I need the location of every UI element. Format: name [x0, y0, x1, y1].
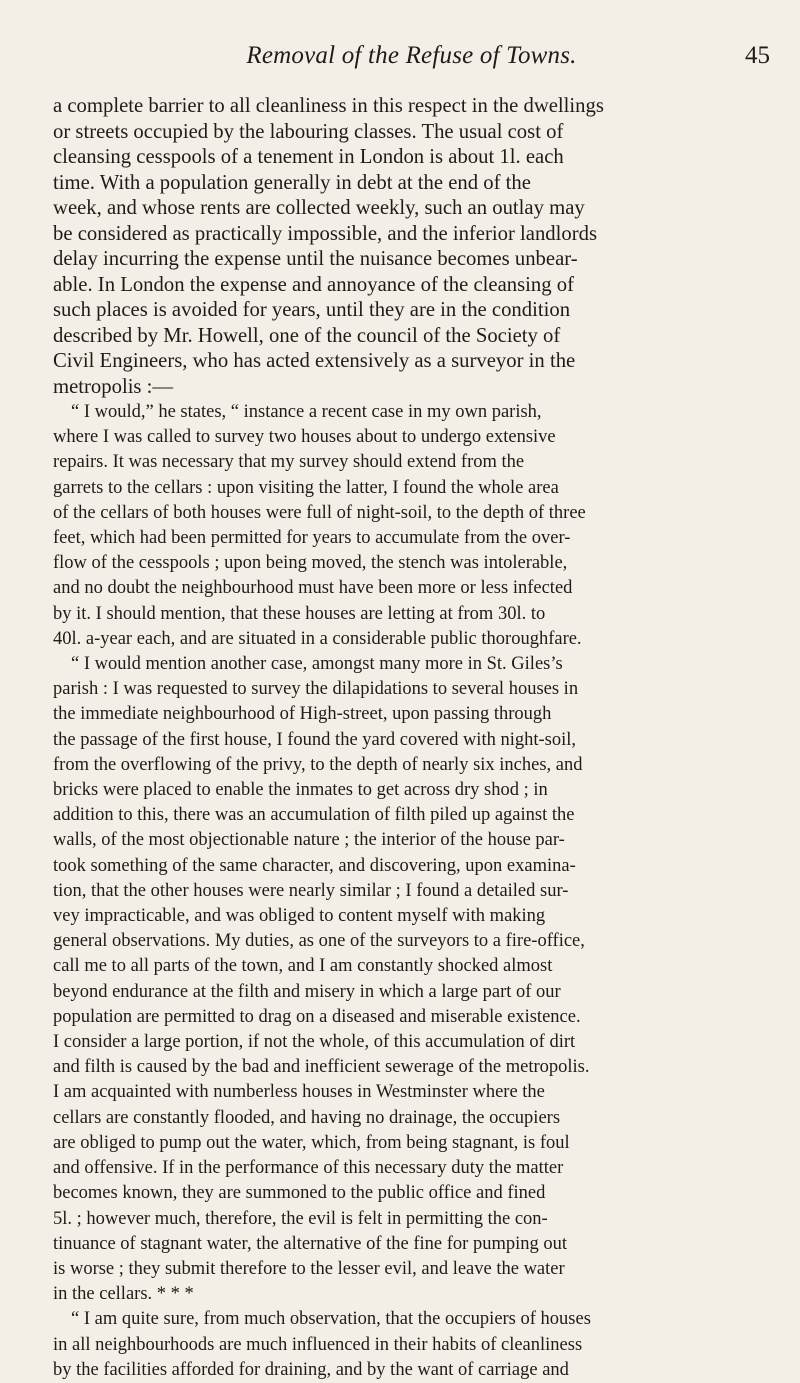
text-line: a complete barrier to all cleanliness in this respect in the dwellings [53, 95, 604, 117]
text-line: are obliged to pump out the water, which, from being stagnant, is foul [53, 1132, 570, 1153]
text-line: the passage of the first house, I found the yard covered with night-soil, [53, 729, 577, 750]
text-line: general observations. My duties, as one of the surveyors to a fire-office, [53, 931, 585, 952]
text-line: garrets to the cellars : upon visiting the latter, I found the whole area [53, 477, 559, 498]
text-line: “ I am quite sure, from much observation, that the occupiers of houses [71, 1309, 591, 1330]
text-line: of the cellars of both houses were full of night-soil, to the depth of three [53, 502, 586, 523]
text-line: addition to this, there was an accumulation of filth piled up against the [53, 805, 575, 826]
text-line: 40l. a-year each, and are situated in a considerable public thoroughfare. [53, 628, 582, 649]
text-line: 5l. ; however much, therefore, the evil is felt in permitting the con- [53, 1208, 548, 1229]
paragraph [53, 1307, 770, 1383]
text-line: such places is avoided for years, until they are in the condition [53, 299, 571, 321]
paragraph [53, 94, 770, 400]
text-line: cellars are constantly flooded, and having no drainage, the occupiers [53, 1107, 561, 1128]
text-line: by the facilities afforded for draining, and by the want of carriage and [53, 1359, 569, 1380]
text-line: call me to all parts of the town, and I am constantly shocked almost [53, 956, 553, 977]
text-line: by it. I should mention, that these houses are letting at from 30l. to [53, 603, 546, 624]
text-line: parish : I was requested to survey the dilapidations to several houses in [53, 679, 579, 700]
text-line: tion, that the other houses were nearly similar ; I found a detailed sur- [53, 880, 569, 901]
page-number: 45 [745, 42, 770, 69]
text-line: metropolis :— [53, 375, 174, 398]
text-line: feet, which had been permitted for years to accumulate from the over- [53, 528, 571, 549]
text-line: time. With a population generally in debt at the end of the [53, 171, 531, 194]
text-line: and offensive. If in the performance of this necessary duty the matter [53, 1158, 564, 1179]
text-line: cleansing cesspools of a tenement in London is about 1l. each [53, 146, 564, 168]
book-page [53, 40, 770, 1383]
text-line: repairs. It was necessary that my survey should extend from the [53, 452, 525, 473]
running-header [53, 40, 770, 80]
text-line: delay incurring the expense until the nuisance becomes unbear- [53, 248, 578, 270]
running-title: Removal of the Refuse of Towns. [246, 42, 577, 69]
body-text [53, 94, 770, 1383]
text-line: week, and whose rents are collected weekly, such an outlay may [53, 197, 585, 219]
text-line: vey impracticable, and was obliged to content myself with making [53, 906, 546, 927]
text-line: be considered as practically impossible, and the inferior landlords [53, 222, 598, 245]
text-line: in all neighbourhoods are much influenced in their habits of cleanliness [53, 1334, 583, 1355]
text-line: or streets occupied by the labouring classes. The usual cost of [53, 120, 564, 143]
text-line: beyond endurance at the filth and misery in which a large part of our [53, 981, 561, 1002]
text-line: in the cellars. * * * [53, 1284, 194, 1305]
text-line: from the overflowing of the privy, to the depth of nearly six inches, and [53, 754, 583, 775]
text-line: I consider a large portion, if not the whole, of this accumulation of dirt [53, 1032, 576, 1053]
text-line: Civil Engineers, who has acted extensively as a surveyor in the [53, 350, 576, 372]
text-line: took something of the same character, and discovering, upon examina- [53, 855, 576, 876]
text-line: flow of the cesspools ; upon being moved, the stench was intolerable, [53, 553, 568, 574]
text-line: and filth is caused by the bad and inefficient sewerage of the metropolis. [53, 1057, 590, 1078]
text-line: and no doubt the neighbourhood must have been more or less infected [53, 578, 573, 599]
text-line: where I was called to survey two houses about to undergo extensive [53, 427, 556, 448]
text-line: walls, of the most objectionable nature ; the interior of the house par- [53, 830, 565, 851]
text-line: population are permitted to drag on a diseased and miserable existence. [53, 1006, 581, 1027]
text-line: “ I would mention another case, amongst many more in St. Giles’s [71, 654, 563, 675]
text-line: I am acquainted with numberless houses in Westminster where the [53, 1082, 545, 1103]
text-line: able. In London the expense and annoyance of the cleansing of [53, 273, 575, 296]
text-line: bricks were placed to enable the inmates to get across dry shod ; in [53, 780, 548, 801]
text-line: the immediate neighbourhood of High-street, upon passing through [53, 704, 552, 725]
paragraph [53, 652, 770, 1307]
text-line: “ I would,” he states, “ instance a recent case in my own parish, [71, 402, 542, 422]
text-line: tinuance of stagnant water, the alternative of the fine for pumping out [53, 1233, 567, 1254]
text-line: described by Mr. Howell, one of the council of the Society of [53, 324, 561, 347]
text-line: is worse ; they submit therefore to the lesser evil, and leave the water [53, 1258, 565, 1279]
text-line: becomes known, they are summoned to the public office and fined [53, 1183, 546, 1204]
paragraph [53, 400, 770, 652]
